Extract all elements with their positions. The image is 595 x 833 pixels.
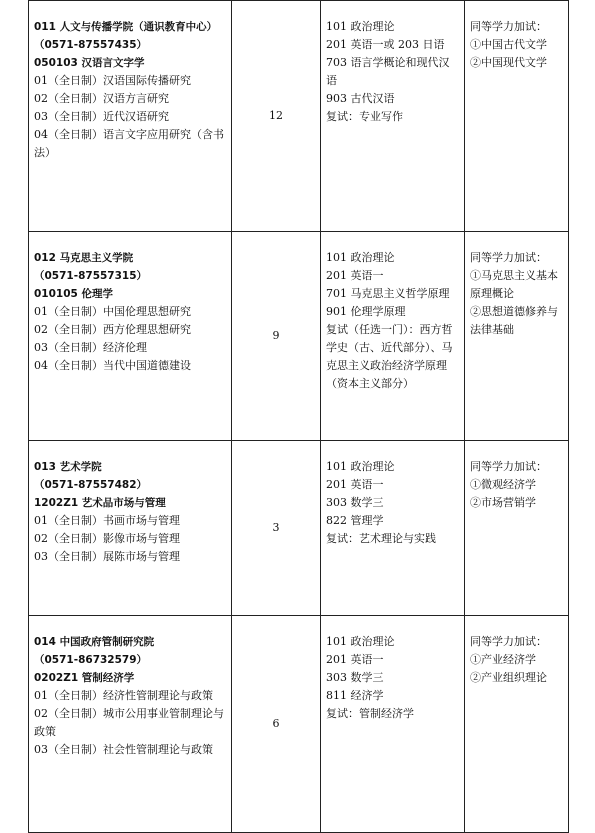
notes-cell xyxy=(465,232,569,441)
exam-subject: 101 政治理论 xyxy=(326,251,395,264)
note: ①产业经济学 xyxy=(470,653,536,666)
exam-subject: 复试（任选一门）：西方哲学史（古、近代部分）、马克思主义政治经济学原理（资本主义部分） xyxy=(326,323,453,390)
research-direction: 01（全日制）经济性管制理论与政策 xyxy=(34,689,213,702)
exam-subject: 303 数学三 xyxy=(326,671,384,684)
exam-subjects-cell xyxy=(321,1,465,232)
exam-subject: 复试：专业写作 xyxy=(326,110,403,123)
note: ①马克思主义基本原理概论 xyxy=(470,269,558,300)
exam-subject: 901 伦理学原理 xyxy=(326,305,406,318)
research-direction: 03（全日制）社会性管制理论与政策 xyxy=(34,743,213,756)
exam-subject: 201 英语一 xyxy=(326,478,384,491)
table-row xyxy=(29,441,569,616)
exam-subject: 101 政治理论 xyxy=(326,20,395,33)
exam-subjects-cell xyxy=(321,616,465,833)
note: ①微观经济学 xyxy=(470,478,536,491)
college-name: 012 马克思主义学院 xyxy=(34,252,134,264)
research-direction: 04（全日制）当代中国道德建设 xyxy=(34,359,191,372)
research-direction: 01（全日制）中国伦理思想研究 xyxy=(34,305,191,318)
note: ②思想道德修养与法律基础 xyxy=(470,305,558,336)
research-direction: 02（全日制）影像市场与管理 xyxy=(34,532,180,545)
notes-cell xyxy=(465,441,569,616)
college-phone: （0571-87557435） xyxy=(34,39,148,51)
table-row xyxy=(29,616,569,833)
major-name: 0202Z1 管制经济学 xyxy=(34,672,135,684)
research-direction: 01（全日制）书画市场与管理 xyxy=(34,514,180,527)
college-cell xyxy=(29,441,232,616)
exam-subject: 701 马克思主义哲学原理 xyxy=(326,287,450,300)
exam-subject: 822 管理学 xyxy=(326,514,384,527)
note: ①中国古代文学 xyxy=(470,38,547,51)
notes-cell xyxy=(465,1,569,232)
exam-subject: 复试：艺术理论与实践 xyxy=(326,532,436,545)
enrollment-count: 9 xyxy=(232,232,321,441)
research-direction: 04（全日制）语言文字应用研究（含书法） xyxy=(34,128,224,159)
college-cell xyxy=(29,1,232,232)
research-direction: 02（全日制）汉语方言研究 xyxy=(34,92,169,105)
exam-subject: 703 语言学概论和现代汉语 xyxy=(326,56,450,87)
exam-subjects-cell xyxy=(321,441,465,616)
college-phone: （0571-86732579） xyxy=(34,654,148,666)
enrollment-count: 6 xyxy=(232,616,321,833)
admissions-catalog-table xyxy=(28,0,569,833)
college-phone: （0571-87557482） xyxy=(34,479,148,491)
exam-subject: 903 古代汉语 xyxy=(326,92,395,105)
exam-subject: 303 数学三 xyxy=(326,496,384,509)
table-row xyxy=(29,232,569,441)
note: 同等学力加试： xyxy=(470,460,547,473)
research-direction: 01（全日制）汉语国际传播研究 xyxy=(34,74,191,87)
note: 同等学力加试： xyxy=(470,251,547,264)
notes-cell xyxy=(465,616,569,833)
exam-subject: 201 英语一 xyxy=(326,653,384,666)
major-name: 1202Z1 艺术品市场与管理 xyxy=(34,497,166,509)
note: ②市场营销学 xyxy=(470,496,536,509)
college-cell xyxy=(29,616,232,833)
major-name: 010105 伦理学 xyxy=(34,288,113,300)
exam-subject: 201 英语一 xyxy=(326,269,384,282)
research-direction: 03（全日制）经济伦理 xyxy=(34,341,147,354)
enrollment-count: 12 xyxy=(232,1,321,232)
college-name: 013 艺术学院 xyxy=(34,461,102,473)
exam-subject: 811 经济学 xyxy=(326,689,384,702)
college-name: 011 人文与传播学院（通识教育中心） xyxy=(34,21,218,33)
note: 同等学力加试： xyxy=(470,635,547,648)
note: ②产业组织理论 xyxy=(470,671,547,684)
enrollment-count: 3 xyxy=(232,441,321,616)
research-direction: 02（全日制）西方伦理思想研究 xyxy=(34,323,191,336)
exam-subjects-cell xyxy=(321,232,465,441)
exam-subject: 101 政治理论 xyxy=(326,635,395,648)
major-name: 050103 汉语言文字学 xyxy=(34,57,145,69)
note: 同等学力加试： xyxy=(470,20,547,33)
research-direction: 03（全日制）近代汉语研究 xyxy=(34,110,169,123)
college-phone: （0571-87557315） xyxy=(34,270,148,282)
exam-subject: 201 英语一或 203 日语 xyxy=(326,38,445,51)
research-direction: 03（全日制）展陈市场与管理 xyxy=(34,550,180,563)
note: ②中国现代文学 xyxy=(470,56,547,69)
college-name: 014 中国政府管制研究院 xyxy=(34,636,155,648)
exam-subject: 复试：管制经济学 xyxy=(326,707,414,720)
exam-subject: 101 政治理论 xyxy=(326,460,395,473)
college-cell xyxy=(29,232,232,441)
table-row xyxy=(29,1,569,232)
research-direction: 02（全日制）城市公用事业管制理论与政策 xyxy=(34,707,224,738)
